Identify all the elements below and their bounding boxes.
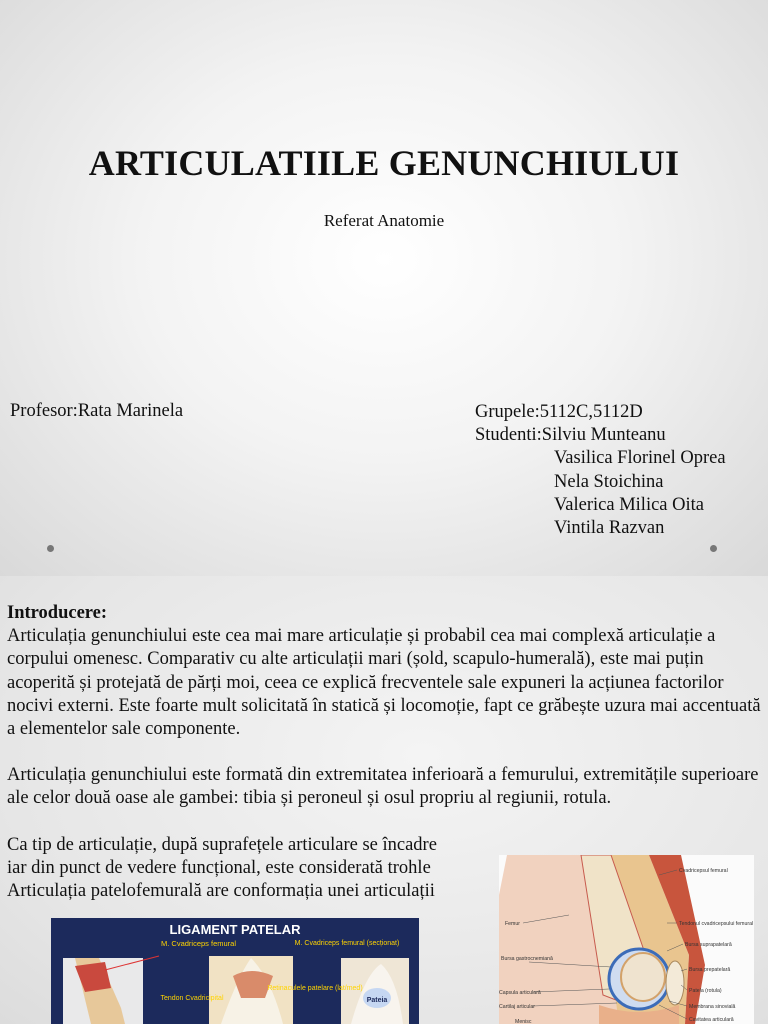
paragraph-line: Ca tip de articulație, după suprafețele articulare se încadre — [7, 834, 437, 855]
paragraph: Articulația genunchiului este formată din extremitatea inferioară a femurului, extremitățile superioare ale celor două oase ale gambei: tibia și peroneul și osul propriu al regiunii, rotula. — [7, 765, 759, 809]
student-name: Vintila Razvan — [554, 518, 665, 539]
students-label: Studenti:Silviu Munteanu — [475, 425, 666, 446]
bullet-dot — [710, 545, 717, 552]
ligament-illustration — [51, 918, 419, 1024]
figure-label: M. Cvadriceps femural (secționat) — [294, 940, 400, 947]
figure-label: M. Cvadriceps femural — [161, 939, 237, 948]
ligament-figure — [51, 918, 419, 1024]
figure-label: Membrana sinovială — [689, 1004, 736, 1010]
intro-heading: Introducere: — [7, 603, 108, 623]
figure-label: Retinaculele patelare (lat/med) — [267, 985, 363, 992]
figure-label: Cartilaj articular — [499, 1004, 536, 1010]
student-name: Valerica Milica Oita — [554, 494, 704, 515]
figure-label: Cavitatea articulară — [689, 1017, 734, 1023]
groups-block — [475, 401, 726, 540]
figure-label: Bursa suprapatelară — [685, 942, 732, 948]
figure-title: LIGAMENT PATELAR — [169, 922, 301, 937]
groups-label: Grupele:5112C,5112D — [475, 402, 643, 422]
paragraph-line: Articulația patelofemurală are conformația unei articulații — [7, 881, 435, 902]
figure-label: Tendonul cvadricepsului femural — [679, 921, 754, 927]
figure-label: Pateia — [366, 997, 388, 1004]
figure-label: Menisc — [515, 1019, 532, 1024]
bullet-dot — [47, 545, 54, 552]
page-title: ARTICULATIILE GENUNCHIULUI — [88, 143, 680, 183]
paragraph-line: iar din punct de vedere funcțional, este considerată trohle — [7, 857, 431, 878]
professor-label: Profesor:Rata Marinela — [10, 401, 184, 421]
student-name: Nela Stoichina — [554, 471, 664, 492]
figure-label: Cvadricepsul femural — [679, 868, 728, 874]
knee-section-figure — [499, 855, 754, 1024]
svg-text:M. Cvadriceps femural (secțion — [295, 940, 400, 947]
figure-label: Capsula articulară — [499, 990, 541, 996]
figure-label: Tendon Cvadricipital — [160, 995, 224, 1002]
figure-label: Patela (rotula) — [689, 988, 722, 994]
figure-label: Femur — [505, 921, 520, 927]
paragraph: Articulația genunchiului este cea mai mare articulație și probabil cea mai complexă articulație a corpului omenesc. Comparativ cu alte articulații mari (șold, scapulo-humerală), este mai puțin acoperită și protejată de părți moi, ceea ce explică frecventele sale expuneri la acțiunea factorilor nocivi externi. Este foarte mult solicitată în statică și locomoție, fapt ce grăbește uzura mai accentuată a elementelor sale componente. — [7, 626, 761, 740]
subtitle: Referat Anatomie — [323, 211, 445, 230]
figure-label: Bursa gastrocnemiană — [501, 956, 553, 962]
knee-illustration — [499, 855, 754, 1024]
figure-label: Bursa prepatelară — [689, 967, 731, 973]
student-name: Vasilica Florinel Oprea — [554, 448, 726, 469]
